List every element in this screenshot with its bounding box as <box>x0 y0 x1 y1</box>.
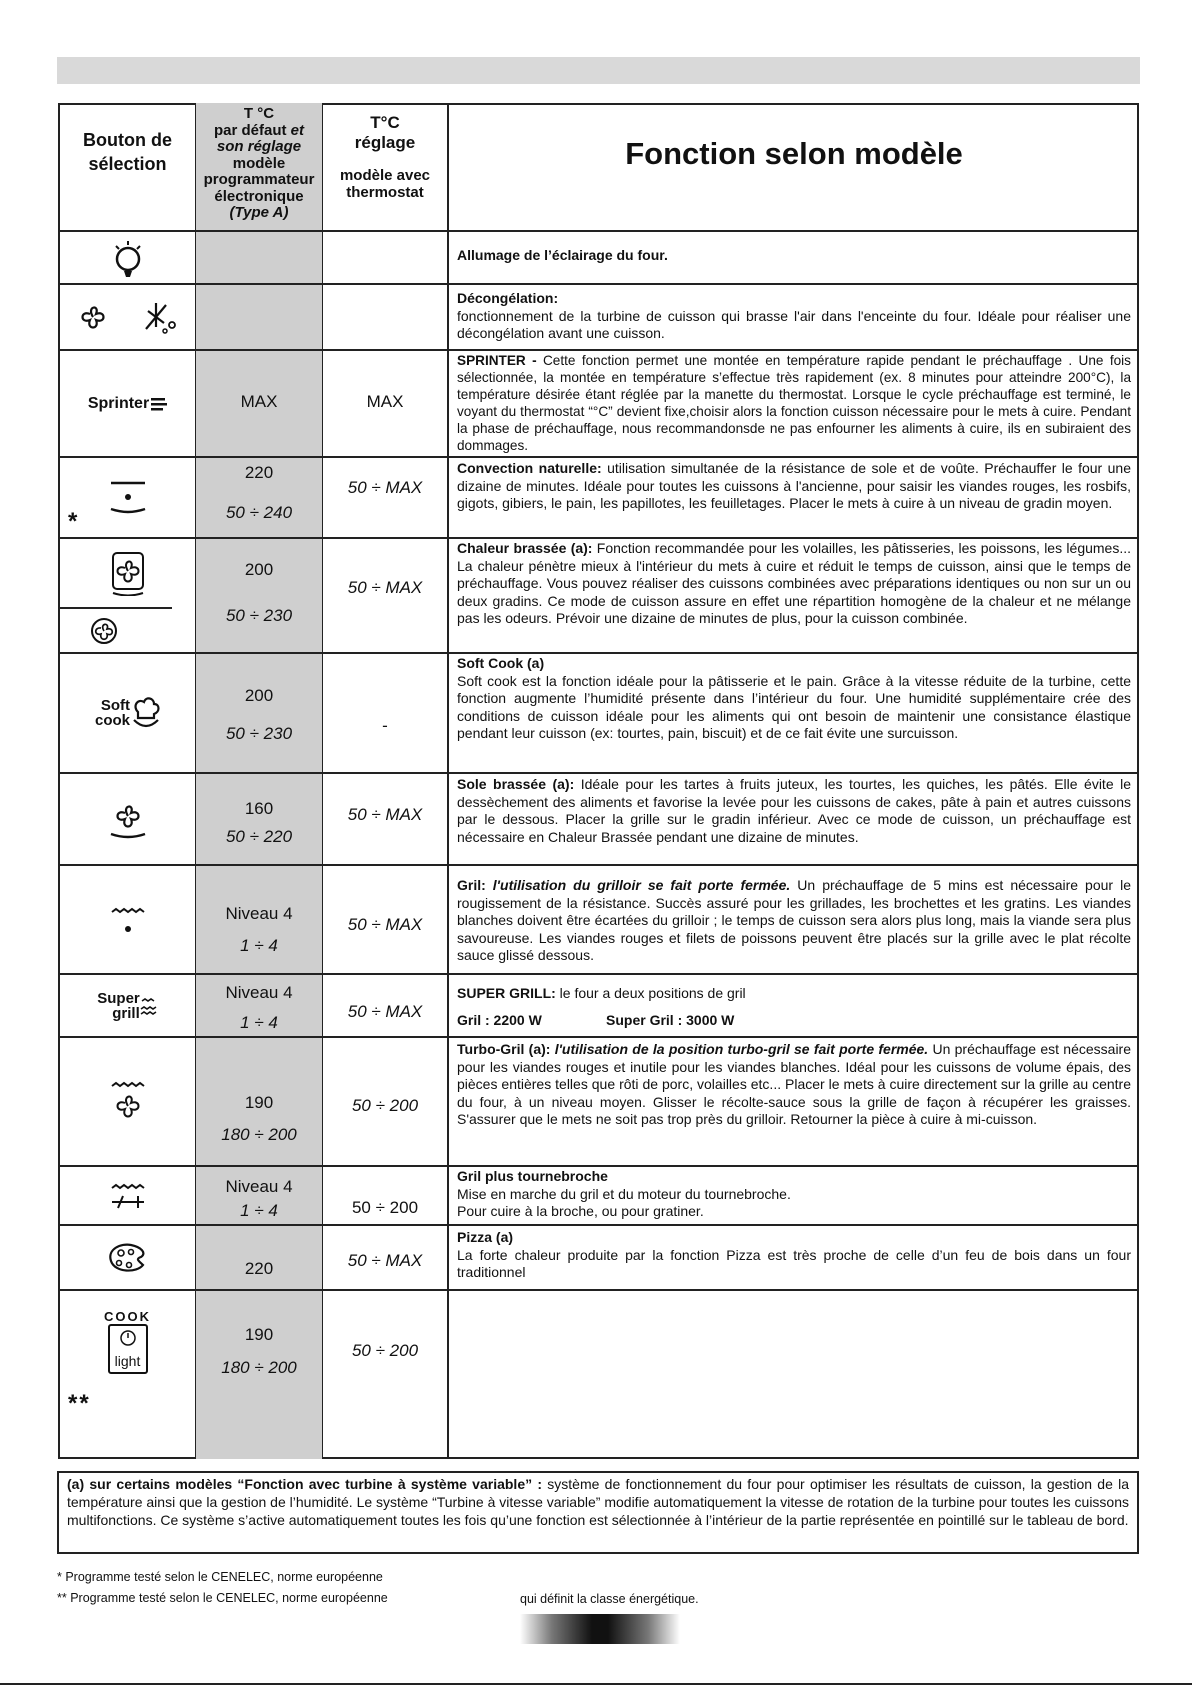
snowflake-drop-icon <box>142 299 178 335</box>
header-line: par défaut <box>213 121 287 139</box>
temp-setting-range: 1 ÷ 4 <box>240 936 278 955</box>
convection-icon <box>60 458 195 537</box>
desc-title: Décongélation: <box>457 290 559 306</box>
temp-setting-range: 50 ÷ 240 <box>225 503 293 522</box>
super-grill-icon <box>60 975 195 1036</box>
grill-label: grill <box>112 1004 140 1022</box>
sprinter-desc <box>457 352 1131 454</box>
desc-text: Fonction recommandée pour les volailles, les pâtisseries, les poissons, les légumes... La chaleur pénètre mieux à l'intérieur du mets à cuire et réduit le temps de cuisson, ainsi que le temps de préchauffage. Vous pouvez réaliser des cuissons combinées avec préparations identiques ou non sur un ou deux gradins. Ce mode de cuisson assure en effet une répartition homogène de la chaleur et ne mélange pas les odeurs. Prévoir une dizaine de minutes de plus, pour la cuisson combinée. <box>457 540 1132 627</box>
desc-title: Soft Cook (a) <box>457 655 545 671</box>
desc-text: Soft cook est la fonction idéale pour la pâtisserie et le pain. Grâce à la vitesse réduite de la turbine, cette fonction augmente l’humidité présente dans l’intérieur du four. Une humidité supplémentaire crée des conditions de cuisson idéale pour les aliments qui ont besoin de maintenir une consistance élastique pendant leur cuisson (ex: tourtes, pain, biscuit) et de ce fait évite une surcuisson. <box>457 672 1131 742</box>
row-divider <box>58 864 1139 866</box>
note-text: système de fonctionnement du four pour optimiser les résultats de cuisson, la gestion de la température ainsi que la gestion de l’humidité. Le système “Turbine à vitesse variable” modifie automatiquement la vitesse de rotation de la turbine pour toutes les cuissons multifonctions. Ce système s’active automatiquement toutes les fois qu’une fonction est sélectionnée à l’intérieur de la partie représentée en pointillé sur le tableau de bord. <box>67 1476 1130 1528</box>
row-divider <box>58 1224 1139 1226</box>
pizza-desc <box>457 1229 1131 1282</box>
default-temp: Niveau 4 <box>225 1177 293 1196</box>
desc-text: le four a deux positions de gril <box>559 985 746 1001</box>
desc-text: Idéale pour les tartes à fruits juteux, les tourtes, les quiches, les pâtés. Elle évite le dessèchement des aliments et favorise la levée pour les cuissons de cakes, pâte à pain et autres cuissons par le dessous. Placer la grille sur le gradin inférieur. Avec ce mode de cuisson, un préchauffage est nécessaire en Chaleur Brassée pendant une dizaine de minutes. <box>457 776 1131 845</box>
desc-title: Sole brassée (a): <box>457 776 575 792</box>
super-grill-desc <box>457 985 1131 1003</box>
grill-icon <box>60 866 195 973</box>
temp-range: 50 ÷ MAX <box>347 578 423 597</box>
cook-label: COOK <box>104 1308 151 1324</box>
temp-range: 50 ÷ 200 <box>351 1096 419 1115</box>
page-number-bar <box>520 1614 680 1644</box>
fan-circle-icon <box>60 539 195 607</box>
note-title: (a) sur certains modèles “Fonction avec turbine à système variable” : <box>67 1476 543 1492</box>
grill-desc <box>457 877 1131 965</box>
footnote-energy-class: qui définit la classe énergétique. <box>520 1592 699 1606</box>
desc-text: utilisation simultanée de la résistance de sole et de voûte. Préchauffer le four une dizaine de minutes. Idéale pour toutes les cuissons à l'ancienne, pour saisir les viandes rouges, les rosbifs, gigots, gibiers, le pain, les papillotes, les feuilletages. Placer le mets à cuire à un niveau de gradin moyen. <box>457 460 1131 512</box>
row-divider <box>58 456 1139 458</box>
turbo-grill-desc <box>457 1041 1131 1129</box>
desc-title: Chaleur brassée (a): <box>457 540 593 556</box>
temp-setting-range: 1 ÷ 4 <box>240 1013 278 1032</box>
default-temp: 190 <box>244 1093 274 1112</box>
default-temp: 200 <box>244 560 274 579</box>
header-default-temp <box>195 106 323 222</box>
column-divider <box>447 103 449 1459</box>
default-temp: Niveau 4 <box>225 983 293 1002</box>
wave-icon <box>140 993 158 1019</box>
fan-desc <box>457 540 1131 628</box>
super-grill-power: Super Gril : 3000 W <box>606 1012 735 1028</box>
row-divider <box>58 973 1139 975</box>
fan-icon <box>78 302 108 332</box>
fan-bottom-heat-icon <box>60 774 195 864</box>
timer-icon <box>119 1329 137 1347</box>
default-temp: MAX <box>240 392 278 411</box>
header-line: sélection <box>88 154 167 174</box>
temp-range: MAX <box>366 392 404 411</box>
header-function: Fonction selon modèle <box>625 136 963 171</box>
temp-setting-range: 180 ÷ 200 <box>221 1125 297 1144</box>
header-line: modèle <box>232 154 286 172</box>
convection-desc <box>457 460 1131 513</box>
temp-range: - <box>382 716 388 735</box>
desc-title: Turbo-Gril (a): <box>457 1041 551 1057</box>
desc-title: Pizza (a) <box>457 1229 514 1245</box>
row-divider <box>58 349 1139 351</box>
default-temp: 220 <box>244 463 274 482</box>
header-line: programmateur <box>203 171 315 188</box>
temp-range: 50 ÷ MAX <box>347 478 423 497</box>
default-temp: 200 <box>244 686 274 705</box>
header-line: son réglage <box>216 138 302 155</box>
footnote-double-star: ** Programme testé selon le CENELEC, norme européenne <box>57 1591 388 1605</box>
default-temp: Niveau 4 <box>225 904 293 923</box>
grill-power: Gril : 2200 W <box>457 1012 542 1028</box>
desc-title: SUPER GRILL: <box>457 985 556 1001</box>
default-temp: 220 <box>244 1259 274 1278</box>
temp-range: 50 ÷ 200 <box>351 1198 419 1217</box>
header-line: et <box>290 121 305 139</box>
temp-setting-range: 1 ÷ 4 <box>240 1201 278 1220</box>
row-divider <box>58 537 1139 539</box>
pizza-icon <box>60 1226 195 1289</box>
cenelec-star: * <box>68 508 78 535</box>
sole-desc <box>457 776 1131 846</box>
soft-label: Soft <box>100 697 130 714</box>
soft-cook-desc <box>457 655 1131 743</box>
desc-title: Gril plus tournebroche <box>457 1168 608 1184</box>
temp-setting-range: 50 ÷ 230 <box>225 724 293 743</box>
desc-italic: l'utilisation de la position turbo-gril se fait porte fermée. <box>554 1041 929 1057</box>
temp-range: 50 ÷ MAX <box>347 805 423 824</box>
light-desc: Allumage de l’éclairage du four. <box>457 247 668 263</box>
chef-hat-icon <box>132 696 160 730</box>
row-divider <box>58 230 1139 232</box>
header-selection-button <box>60 128 195 176</box>
default-temp: 190 <box>244 1325 274 1344</box>
variable-turbine-note <box>57 1471 1139 1554</box>
header-thermostat <box>323 113 447 201</box>
sprinter-label: Sprinter <box>87 394 150 412</box>
turbo-grill-icon <box>60 1038 195 1165</box>
top-header-bar <box>57 57 1140 84</box>
default-temp-column <box>195 103 323 1459</box>
temp-range: 50 ÷ 200 <box>351 1341 419 1360</box>
desc-text: fonctionnement de la turbine de cuisson qui brasse l'air dans l'enceinte du four. Idéale pour réaliser une décongélation avant une cuisson. <box>457 307 1131 342</box>
row-divider <box>58 772 1139 774</box>
header-line: T°C <box>370 113 400 132</box>
header-line: thermostat <box>346 184 424 201</box>
header-line: Bouton de <box>83 130 172 150</box>
temp-setting-range: 180 ÷ 200 <box>221 1358 297 1377</box>
temp-range: 50 ÷ MAX <box>347 1002 423 1021</box>
sprinter-bars-icon <box>151 397 167 411</box>
temp-range: 50 ÷ MAX <box>347 915 423 934</box>
desc-text: Un préchauffage est nécessaire pour les viandes rouges et inutile pour les viandes blanches. Idéal pour les cuissons de volume épais, des pièces entières telles que rôti de porc, volailles etc... Placer le mets à cuire directement sur la grille au centre du four, à un niveau moyen. Glisser le récolte-sauce sous la grille de façon à récupérer les graisses. S'assurer que le mets ne soit pas trop près du grilloir. Retourner la pièce à cuire à mi-cuisson. <box>457 1041 1131 1128</box>
temp-range: 50 ÷ MAX <box>347 1251 423 1270</box>
soft-cook-icon <box>60 654 195 772</box>
header-line: (Type A) <box>229 204 289 221</box>
defrost-desc <box>457 290 1131 343</box>
header-line: réglage <box>354 133 416 152</box>
header-line: électronique <box>214 187 304 205</box>
sprinter-icon <box>60 351 195 456</box>
default-temp: 160 <box>244 799 274 818</box>
row-divider <box>58 283 1139 285</box>
temp-setting-range: 50 ÷ 220 <box>225 827 293 846</box>
temp-setting-range: 50 ÷ 230 <box>225 606 293 625</box>
desc-text: La forte chaleur produite par la fonction Pizza est très proche de celle d’un feu de bois dans un four traditionnel <box>457 1246 1131 1281</box>
row-divider <box>58 1165 1139 1167</box>
rotisserie-icon <box>60 1167 195 1224</box>
desc-text: Mise en marche du gril et du moteur du tournebroche. <box>457 1185 791 1202</box>
light-label: light <box>114 1352 141 1369</box>
desc-title: Gril: <box>457 877 486 893</box>
super-label: Super <box>97 989 140 1007</box>
desc-italic: l'utilisation du grilloir se fait porte fermée. <box>492 877 791 893</box>
cook-light-icon <box>60 1291 195 1391</box>
lamp-icon <box>60 232 195 283</box>
row-divider <box>58 652 1139 654</box>
row-divider <box>58 1289 1139 1291</box>
footnote-star: * Programme testé selon le CENELEC, norme européenne <box>57 1570 383 1584</box>
desc-text: Un préchauffage de 5 mins est nécessaire pour le rougissement de la résistance. Succès assuré pour les grillades, les brochettes et les gratins. Les viandes blanches doivent être écartées du grilloir ; le temps de cuisson sera alors plus long, mais la viande sera plus savoureuse. Les viandes rouges et filets de poissons peuvent être placés sur la grille avec le plat récolte sauce glissé dessous. <box>457 877 1131 964</box>
desc-title: SPRINTER - <box>457 353 537 368</box>
cenelec-star: ** <box>68 1390 91 1417</box>
header-line: modèle avec <box>339 167 431 184</box>
defrost-icons <box>60 285 195 349</box>
desc-title: Convection naturelle: <box>457 460 602 476</box>
row-divider <box>58 1036 1139 1038</box>
desc-text: Pour cuire à la broche, ou pour gratiner. <box>457 1203 704 1220</box>
header-line: T °C <box>243 105 275 122</box>
desc-text: Cette fonction permet une montée en température rapide pendant le préchauffage . Une fois sélectionnée, la montée en température s’effectue très rapidement (ex. 8 minutes pour atteindre 200°C), la température désirée étant réglée par la manette du thermostat. Lorsque le cycle préchauffage est terminé, le voyant du thermostat “°C” devient fixe,choisir alors la fonction cuisson nécessaire pour le mets à cuire. Pendant la phase de préchauffage, nous recommandonsde ne pas enfourner les aliments à cuire, ils en subiraient des dommages. <box>457 353 1131 453</box>
cook-label: cook <box>94 712 130 729</box>
rotisserie-desc <box>457 1168 1131 1221</box>
